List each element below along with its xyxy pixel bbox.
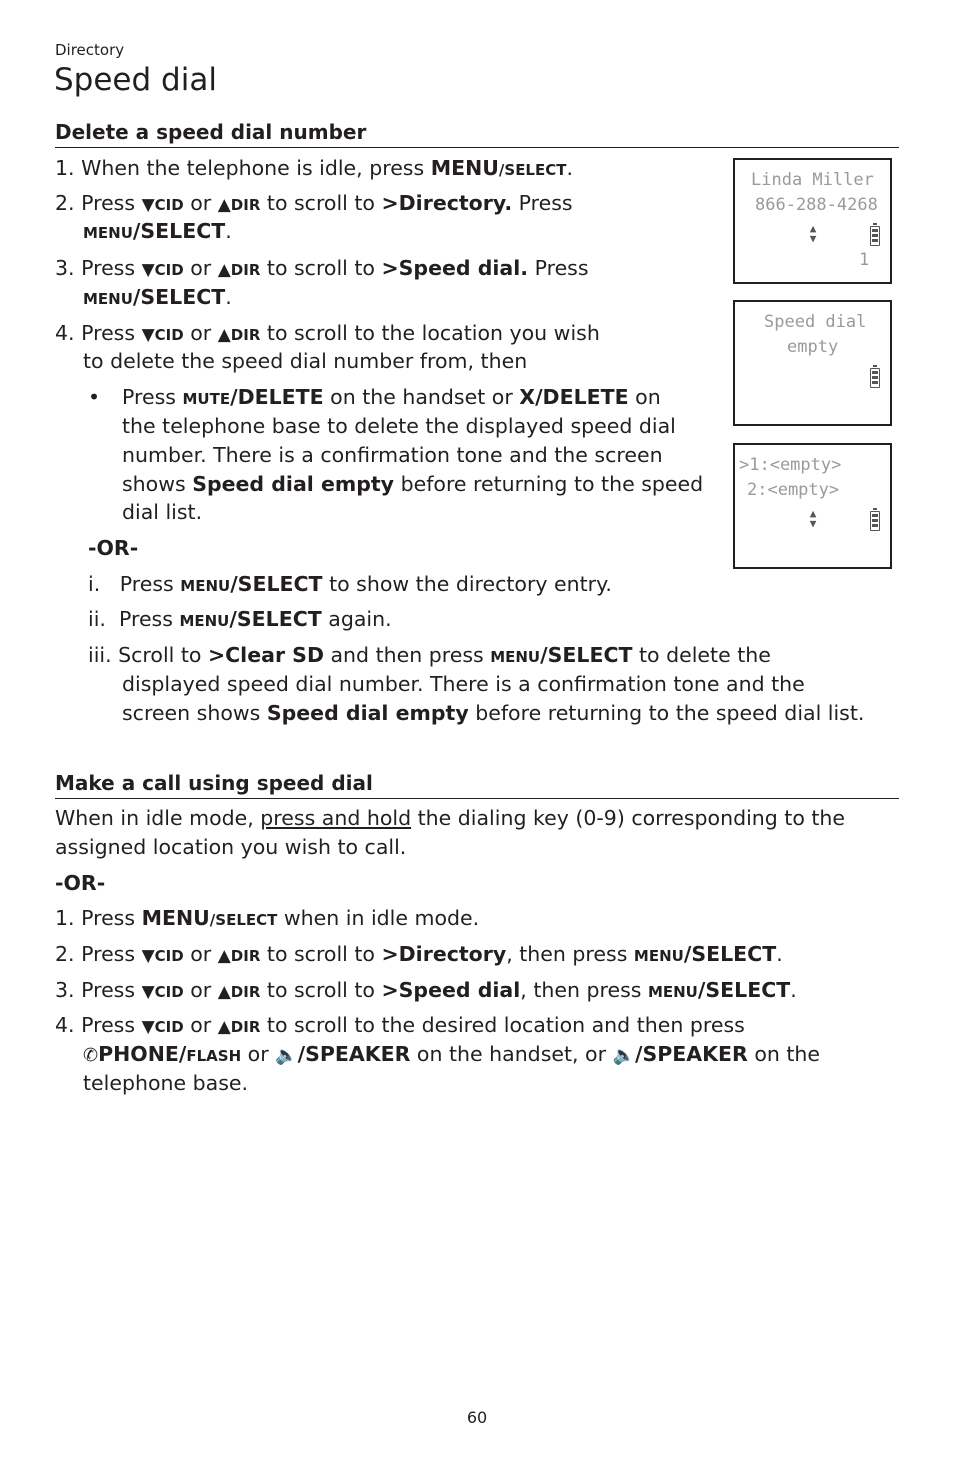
lcd-line-2: 866-288-4268: [755, 195, 878, 215]
down-triangle-icon: ▼: [141, 1017, 155, 1037]
breadcrumb: Directory: [55, 41, 125, 59]
lcd-line-2: empty: [787, 337, 839, 357]
down-triangle-icon: ▼: [141, 946, 155, 966]
or-label-1: -OR-: [88, 536, 139, 560]
section-heading-delete: Delete a speed dial number: [55, 120, 899, 148]
bullet-line-2: the telephone base to delete the displayed speed dial: [122, 414, 676, 438]
call-step-4: 4. Press ▼CID or ▲DIR to scroll to the desired location and then press: [55, 1011, 745, 1042]
scroll-arrows-icon: ▲ ▼: [809, 222, 817, 245]
up-triangle-icon: ▲: [217, 195, 231, 215]
call-step-4-line-2: ✆PHONE/FLASH or 🔈/SPEAKER on the handset, or 🔈/SPEAKER on the: [83, 1040, 820, 1071]
up-triangle-icon: ▲: [217, 982, 231, 1002]
bullet-line-4: shows Speed dial empty before returning to the speed: [122, 472, 704, 496]
delete-step-3-cont: MENU/SELECT.: [83, 285, 232, 309]
bullet-line-3: number. There is a confirmation tone and the screen: [122, 443, 663, 467]
sub-step-i: i. Press MENU/SELECT to show the directory entry.: [88, 572, 612, 596]
down-triangle-icon: ▼: [141, 325, 155, 345]
call-intro: When in idle mode, press and hold the dialing key (0-9) corresponding to the: [55, 806, 846, 830]
down-triangle-icon: ▼: [141, 195, 155, 215]
bullet-line-1: Press MUTE/DELETE on the handset or X/DELETE on: [122, 385, 661, 409]
lcd-line-1: >1:<empty>: [739, 455, 842, 475]
up-triangle-icon: ▲: [217, 325, 231, 345]
lcd-line-1: Speed dial: [764, 312, 867, 332]
delete-step-3: 3. Press ▼CID or ▲DIR to scroll to >Speed dial. Press: [55, 254, 589, 285]
call-intro-line-2: assigned location you wish to call.: [55, 835, 407, 859]
phone-icon: ✆: [83, 1045, 99, 1066]
up-triangle-icon: ▲: [217, 260, 231, 280]
call-step-3: 3. Press ▼CID or ▲DIR to scroll to >Speed dial, then press MENU/SELECT.: [55, 976, 797, 1007]
page-title: Speed dial: [54, 62, 217, 98]
lcd-screen-directory-entry: [733, 158, 892, 284]
delete-step-2: 2. Press ▼CID or ▲DIR to scroll to >Directory. Press: [55, 189, 573, 220]
delete-step-4-cont: to delete the speed dial number from, then: [83, 349, 528, 373]
delete-step-1: 1. When the telephone is idle, press MENU/SELECT.: [55, 156, 574, 180]
scroll-arrows-icon: ▲ ▼: [809, 507, 817, 530]
call-step-2: 2. Press ▼CID or ▲DIR to scroll to >Directory, then press MENU/SELECT.: [55, 940, 783, 971]
battery-icon: [870, 511, 880, 531]
lcd-line-2: 2:<empty>: [747, 480, 840, 500]
sub-step-iii-line-3: screen shows Speed dial empty before returning to the speed dial list.: [122, 701, 865, 725]
lcd-line-1: Linda Miller: [751, 170, 874, 190]
bullet-line-5: dial list.: [122, 500, 203, 524]
section-heading-call: Make a call using speed dial: [55, 771, 899, 799]
sub-step-iii-line-2: displayed speed dial number. There is a confirmation tone and the: [122, 672, 805, 696]
sub-step-ii: ii. Press MENU/SELECT again.: [88, 607, 392, 631]
down-triangle-icon: ▼: [141, 260, 155, 280]
battery-icon: [870, 226, 880, 246]
down-triangle-icon: ▼: [141, 982, 155, 1002]
lcd-line-3: 1: [859, 250, 870, 270]
battery-icon: [870, 368, 880, 388]
speaker-icon: 🔈: [275, 1045, 298, 1066]
page-number: 60: [466, 1408, 488, 1427]
call-step-4-line-3: telephone base.: [83, 1071, 249, 1095]
up-triangle-icon: ▲: [217, 1017, 231, 1037]
speaker-icon: 🔈: [612, 1045, 635, 1066]
sub-step-iii: iii. Scroll to >Clear SD and then press MENU/SELECT to delete the: [88, 643, 771, 667]
call-step-1: 1. Press MENU/SELECT when in idle mode.: [55, 906, 480, 930]
or-label-2: -OR-: [55, 871, 106, 895]
lcd-screen-speed-dial-list: [733, 443, 892, 569]
delete-step-2-cont: MENU/SELECT.: [83, 219, 232, 243]
up-triangle-icon: ▲: [217, 946, 231, 966]
lcd-screen-speed-dial-empty: [733, 300, 892, 426]
bullet-mark: •: [88, 385, 101, 409]
delete-step-4: 4. Press ▼CID or ▲DIR to scroll to the location you wish: [55, 319, 600, 350]
